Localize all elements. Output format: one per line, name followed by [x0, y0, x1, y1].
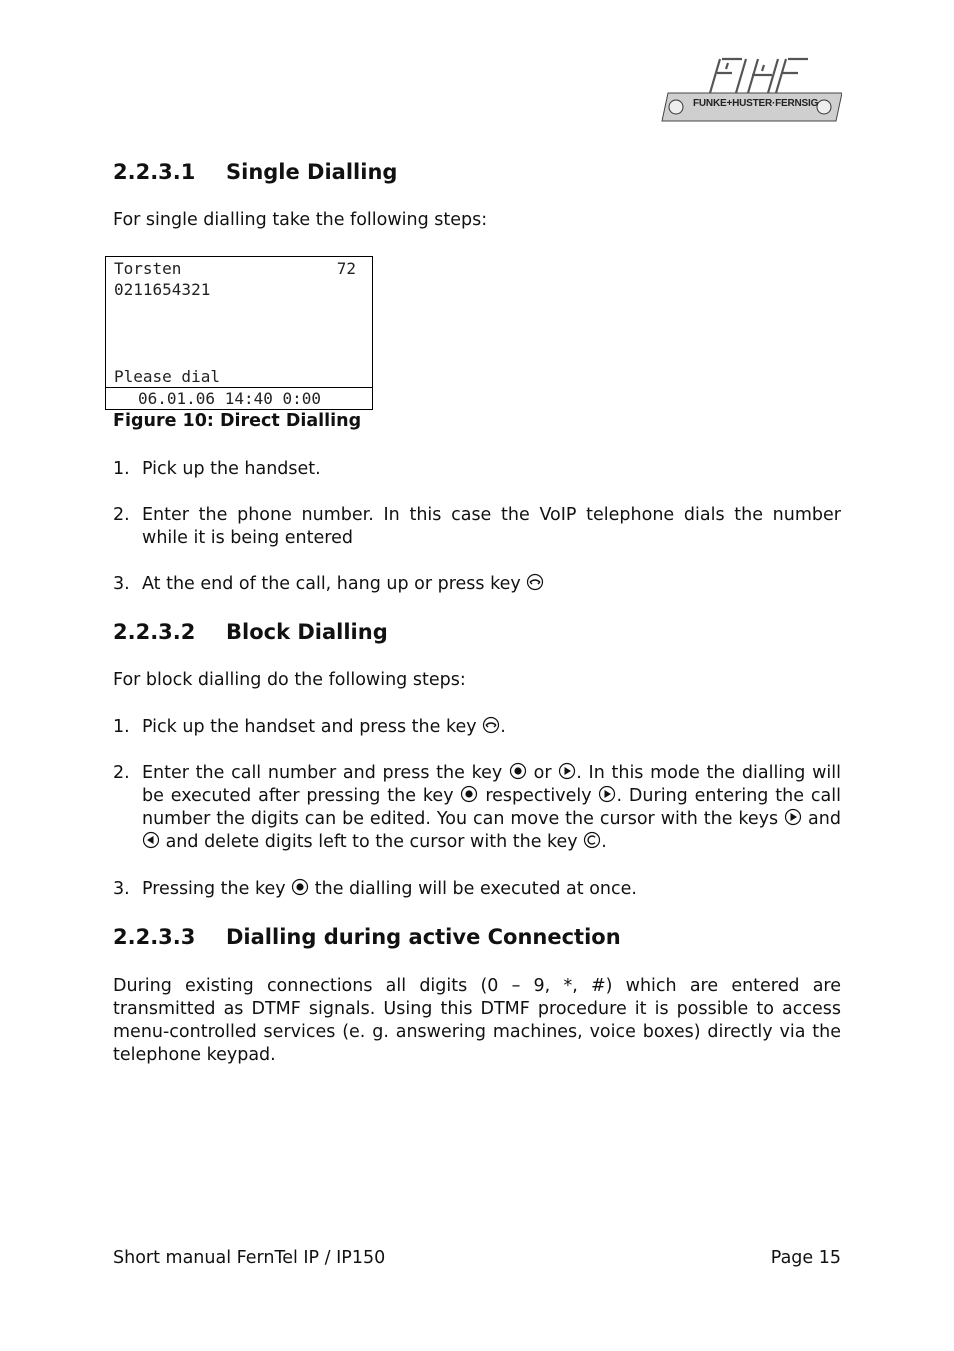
- block-dialling-intro: For block dialling do the following steps:: [113, 670, 466, 690]
- footer-title: Short manual FernTel IP / IP150: [113, 1248, 386, 1268]
- ok-key-icon: [460, 785, 478, 803]
- ok-key-icon: [291, 878, 309, 896]
- logo-text: FUNKE+HUSTER·FERNSIG: [693, 98, 819, 109]
- display-extension: 72: [336, 259, 356, 278]
- display-phone-number: 0211654321: [114, 280, 211, 299]
- display-separator: [106, 387, 372, 388]
- display-status-line: 06.01.06 14:40 0:00: [138, 389, 322, 408]
- right-arrow-key-icon: [558, 762, 576, 780]
- figure-caption: Figure 10: Direct Dialling: [113, 411, 362, 431]
- list-item: 2. Enter the call number and press the key or . In this mode the dialling will be executed after pressing the key respectively . During entering the call number the digits can be edited. You can move the cursor with the keys and and delete digits left to the cursor with the key .: [113, 763, 841, 852]
- off-hook-key-icon: [482, 716, 500, 734]
- footer-page-number: Page 15: [770, 1248, 841, 1268]
- section-number: 2.2.3.1: [113, 160, 196, 184]
- end-call-key-icon: [526, 573, 544, 591]
- section-title: Single Dialling: [226, 160, 398, 184]
- phone-display: [105, 256, 373, 410]
- section-number: 2.2.3.2: [113, 620, 196, 644]
- section-title: Block Dialling: [226, 620, 388, 644]
- section-title: Dialling during active Connection: [226, 925, 621, 949]
- list-item: 3. At the end of the call, hang up or press key: [113, 573, 841, 596]
- single-dialling-intro: For single dialling take the following steps:: [113, 210, 488, 230]
- list-item: 1. Pick up the handset and press the key .: [113, 717, 506, 737]
- company-logo: [660, 55, 842, 123]
- section-heading-block-dialling: [113, 620, 388, 644]
- list-item: 2. Enter the phone number. In this case the VoIP telephone dials the number while it is being entered: [113, 505, 841, 548]
- section-heading-active-connection: [113, 925, 621, 949]
- fhf-logo-icon: [660, 55, 842, 123]
- list-item: 1. Pick up the handset.: [113, 459, 321, 479]
- left-arrow-key-icon: [142, 831, 160, 849]
- display-caller-name: Torsten: [114, 259, 182, 278]
- list-item: 3. Pressing the key the dialling will be executed at once.: [113, 879, 637, 899]
- clear-key-icon: [583, 831, 601, 849]
- section-number: 2.2.3.3: [113, 925, 196, 949]
- active-connection-body: During existing connections all digits (0 – 9, *, #) which are entered are transmitted as DTMF signals. Using this DTMF procedure it is possible to access menu-controlled services (e. g. answering machines, voice boxes) directly via the telephone keypad.: [113, 976, 841, 1065]
- display-prompt: Please dial: [114, 367, 220, 386]
- ok-key-icon: [509, 762, 527, 780]
- right-arrow-key-icon: [598, 785, 616, 803]
- right-arrow-key-icon: [784, 808, 802, 826]
- section-heading-single-dialling: [113, 160, 397, 184]
